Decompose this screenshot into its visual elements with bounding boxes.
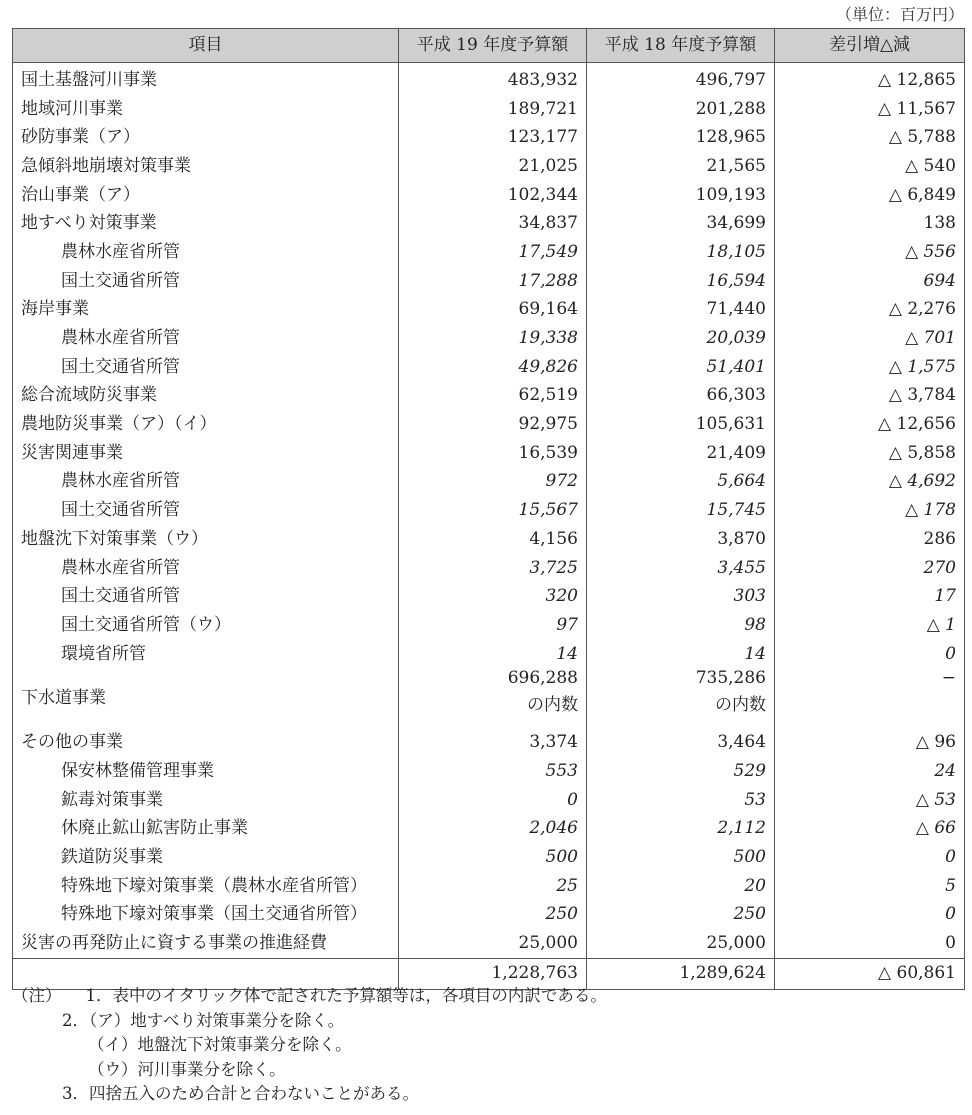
row-label: 地盤沈下対策事業（ウ） xyxy=(13,525,399,554)
cell-diff: 138 xyxy=(775,209,965,238)
cell-h19: 49,826 xyxy=(399,353,587,382)
cell-diff: △ 11,567 xyxy=(775,95,965,124)
table-row xyxy=(13,152,965,181)
cell-diff: △ 1 xyxy=(775,611,965,640)
cell-h18: 20,039 xyxy=(587,324,775,353)
cell-h18: 105,631 xyxy=(587,410,775,439)
cell-h18: 66,303 xyxy=(587,382,775,411)
unit-label: （単位：百万円） xyxy=(835,5,964,24)
table-row xyxy=(13,611,965,640)
row-label: 国土交通省所管（ウ） xyxy=(13,611,399,640)
cell-diff: △ 2,276 xyxy=(775,296,965,325)
cell-h18: 71,440 xyxy=(587,296,775,325)
header-diff: 差引増△減 xyxy=(775,29,965,63)
table-row xyxy=(13,95,965,124)
row-label: 砂防事業（ア） xyxy=(13,123,399,152)
table-row xyxy=(13,410,965,439)
header-item: 項目 xyxy=(13,29,399,63)
cell-h18 xyxy=(587,668,775,728)
cell-diff: △ 540 xyxy=(775,152,965,181)
cell-h19: 0 xyxy=(399,786,587,815)
cell-diff: △ 178 xyxy=(775,496,965,525)
table-row xyxy=(13,296,965,325)
cell-h19: 34,837 xyxy=(399,209,587,238)
cell-h18-note: の内数 xyxy=(715,695,766,716)
note-2-mark: 2． xyxy=(62,1010,89,1030)
cell-h18: 3,464 xyxy=(587,728,775,757)
note-1 xyxy=(12,984,607,1009)
cell-diff: △ 1,575 xyxy=(775,353,965,382)
table-row xyxy=(13,640,965,669)
cell-h19: 483,932 xyxy=(399,63,587,95)
table-row xyxy=(13,382,965,411)
cell-h19: 500 xyxy=(399,843,587,872)
cell-h18: 3,455 xyxy=(587,554,775,583)
note-2a xyxy=(12,1009,607,1034)
table-row xyxy=(13,929,965,958)
row-label: 地域河川事業 xyxy=(13,95,399,124)
row-label: 急傾斜地崩壊対策事業 xyxy=(13,152,399,181)
row-label: 国土交通省所管 xyxy=(13,267,399,296)
table-row xyxy=(13,786,965,815)
cell-h18: 529 xyxy=(587,757,775,786)
cell-h19 xyxy=(399,668,587,728)
cell-diff: △ 53 xyxy=(775,786,965,815)
table-row xyxy=(13,238,965,267)
row-label: 災害の再発防止に資する事業の推進経費 xyxy=(13,929,399,958)
cell-diff: 270 xyxy=(775,554,965,583)
row-label: その他の事業 xyxy=(13,728,399,757)
table-row xyxy=(13,554,965,583)
cell-diff: 17 xyxy=(775,582,965,611)
row-label: 農林水産省所管 xyxy=(13,324,399,353)
cell-h18: 53 xyxy=(587,786,775,815)
row-label: 治山事業（ア） xyxy=(13,181,399,210)
cell-h19: 14 xyxy=(399,640,587,669)
note-3-text: 四捨五入のため合計と合わないことがある。 xyxy=(89,1084,419,1103)
cell-h19: 69,164 xyxy=(399,296,587,325)
table-row xyxy=(13,728,965,757)
row-label: 休廃止鉱山鉱害防止事業 xyxy=(13,815,399,844)
cell-h19: 17,288 xyxy=(399,267,587,296)
row-label: 海岸事業 xyxy=(13,296,399,325)
budget-table xyxy=(12,28,965,990)
table-row xyxy=(13,901,965,930)
header-h18: 平成 18 年度予算額 xyxy=(587,29,775,63)
table-row xyxy=(13,353,965,382)
cell-diff: △ 5,858 xyxy=(775,439,965,468)
header-h19: 平成 19 年度予算額 xyxy=(399,29,587,63)
cell-diff: △ 96 xyxy=(775,728,965,757)
cell-diff: △ 701 xyxy=(775,324,965,353)
cell-h19: 250 xyxy=(399,901,587,930)
cell-diff: △ 5,788 xyxy=(775,123,965,152)
cell-h18: 21,565 xyxy=(587,152,775,181)
cell-diff: △ 556 xyxy=(775,238,965,267)
row-label: 災害関連事業 xyxy=(13,439,399,468)
cell-diff: − xyxy=(775,668,965,728)
table-row xyxy=(13,582,965,611)
row-label: 総合流域防災事業 xyxy=(13,382,399,411)
note-2c xyxy=(12,1058,607,1083)
cell-h18: 2,112 xyxy=(587,815,775,844)
cell-h18: 3,870 xyxy=(587,525,775,554)
note-2b-text: （イ）地盤沈下対策事業分を除く。 xyxy=(88,1035,352,1054)
note-2b xyxy=(12,1033,607,1058)
cell-h19: 3,725 xyxy=(399,554,587,583)
row-label: 地すべり対策事業 xyxy=(13,209,399,238)
cell-h18: 98 xyxy=(587,611,775,640)
table-row xyxy=(13,668,965,728)
table-row xyxy=(13,63,965,95)
table-row xyxy=(13,757,965,786)
cell-h18: 25,000 xyxy=(587,929,775,958)
note-3-mark: 3． xyxy=(62,1084,89,1103)
cell-h19: 15,567 xyxy=(399,496,587,525)
table-row xyxy=(13,123,965,152)
cell-h19: 320 xyxy=(399,582,587,611)
note-2a-text: （ア）地すべり対策事業分を除く。 xyxy=(89,1010,345,1030)
cell-h18: 21,409 xyxy=(587,439,775,468)
note-2c-text: （ウ）河川事業分を除く。 xyxy=(88,1059,286,1079)
cell-h19: 553 xyxy=(399,757,587,786)
row-label: 農地防災事業（ア）（イ） xyxy=(13,410,399,439)
row-label: 保安林整備管理事業 xyxy=(13,757,399,786)
cell-diff: 0 xyxy=(775,843,965,872)
cell-diff: 5 xyxy=(775,872,965,901)
cell-h19: 21,025 xyxy=(399,152,587,181)
cell-h19: 102,344 xyxy=(399,181,587,210)
cell-diff: 0 xyxy=(775,901,965,930)
table-row xyxy=(13,324,965,353)
cell-h19: 19,338 xyxy=(399,324,587,353)
cell-h18: 34,699 xyxy=(587,209,775,238)
cell-diff: 24 xyxy=(775,757,965,786)
row-label: 特殊地下壕対策事業（国土交通省所管） xyxy=(13,901,399,930)
table-row xyxy=(13,843,965,872)
row-label: 環境省所管 xyxy=(13,640,399,669)
cell-h18: 5,664 xyxy=(587,468,775,497)
cell-h18: 20 xyxy=(587,872,775,901)
cell-h18: 18,105 xyxy=(587,238,775,267)
cell-diff: △ 6,849 xyxy=(775,181,965,210)
row-label: 国土基盤河川事業 xyxy=(13,63,399,95)
cell-diff: △ 66 xyxy=(775,815,965,844)
row-label: 農林水産省所管 xyxy=(13,554,399,583)
table-row xyxy=(13,439,965,468)
cell-h18: 303 xyxy=(587,582,775,611)
cell-diff: 286 xyxy=(775,525,965,554)
row-label: 特殊地下壕対策事業（農林水産省所管） xyxy=(13,872,399,901)
cell-h18: 128,965 xyxy=(587,123,775,152)
cell-h18: 250 xyxy=(587,901,775,930)
cell-h19: 97 xyxy=(399,611,587,640)
row-label: 国土交通省所管 xyxy=(13,496,399,525)
note-1-mark: 1． xyxy=(85,986,113,1005)
cell-h18: 201,288 xyxy=(587,95,775,124)
cell-h19: 4,156 xyxy=(399,525,587,554)
footnotes xyxy=(12,984,607,1107)
note-1-text: 表中のイタリック体で記された予算額等は，各項目の内訳である。 xyxy=(112,986,607,1005)
row-label: 農林水産省所管 xyxy=(13,238,399,267)
cell-h19: 25,000 xyxy=(399,929,587,958)
note-3 xyxy=(12,1082,607,1107)
note-prefix: （注） xyxy=(12,986,62,1005)
cell-h19: 17,549 xyxy=(399,238,587,267)
cell-h18-value: 735,286 xyxy=(695,668,766,689)
cell-h18: 16,594 xyxy=(587,267,775,296)
cell-diff: △ 12,656 xyxy=(775,410,965,439)
cell-h19: 189,721 xyxy=(399,95,587,124)
cell-h18: 496,797 xyxy=(587,63,775,95)
table-row xyxy=(13,209,965,238)
cell-diff: 694 xyxy=(775,267,965,296)
cell-h18: 500 xyxy=(587,843,775,872)
cell-h18: 15,745 xyxy=(587,496,775,525)
cell-h18: 14 xyxy=(587,640,775,669)
row-label: 農林水産省所管 xyxy=(13,468,399,497)
cell-diff: △ 3,784 xyxy=(775,382,965,411)
cell-h19: 62,519 xyxy=(399,382,587,411)
cell-diff: △ 4,692 xyxy=(775,468,965,497)
cell-h19-value: 696,288 xyxy=(507,668,578,689)
header-row xyxy=(13,29,965,63)
cell-diff: 0 xyxy=(775,929,965,958)
cell-h19: 123,177 xyxy=(399,123,587,152)
cell-h19: 3,374 xyxy=(399,728,587,757)
cell-diff: 0 xyxy=(775,640,965,669)
cell-h18: 51,401 xyxy=(587,353,775,382)
total-h18: 1,289,624 xyxy=(587,958,775,989)
cell-h19: 16,539 xyxy=(399,439,587,468)
row-label: 国土交通省所管 xyxy=(13,582,399,611)
cell-h19: 972 xyxy=(399,468,587,497)
table-row xyxy=(13,468,965,497)
table-row xyxy=(13,872,965,901)
table-row xyxy=(13,815,965,844)
table-row xyxy=(13,267,965,296)
row-label: 下水道事業 xyxy=(13,668,399,728)
cell-h19-note: の内数 xyxy=(527,695,578,716)
row-label: 鉄道防災事業 xyxy=(13,843,399,872)
cell-diff: △ 12,865 xyxy=(775,63,965,95)
table-row xyxy=(13,496,965,525)
cell-h18: 109,193 xyxy=(587,181,775,210)
cell-h19: 92,975 xyxy=(399,410,587,439)
total-h19: 1,228,763 xyxy=(399,958,587,989)
table-row xyxy=(13,525,965,554)
row-label: 国土交通省所管 xyxy=(13,353,399,382)
cell-h19: 25 xyxy=(399,872,587,901)
cell-h19: 2,046 xyxy=(399,815,587,844)
total-diff: △ 60,861 xyxy=(775,958,965,989)
table-row xyxy=(13,181,965,210)
row-label: 鉱毒対策事業 xyxy=(13,786,399,815)
